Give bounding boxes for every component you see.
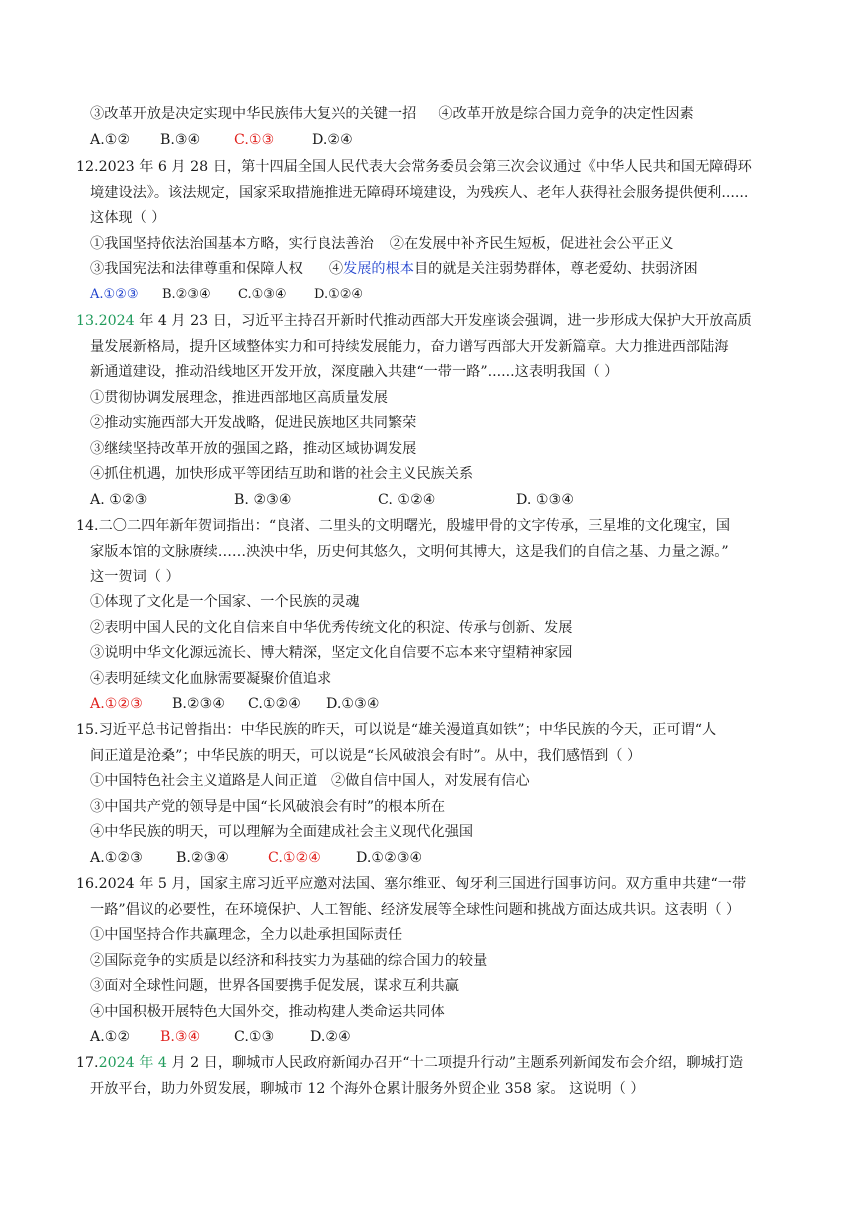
q13-stem-line-2: 量发展新格局，提升区域整体实力和可持续发展能力，奋力谱写西部大开发新篇章。大力推进西部陆海 [90,339,729,355]
q17-stem-line-2: 开放平台，助力外贸发展，聊城市 12 个海外仓累计服务外贸企业 358 家。 这说明（ ） [90,1081,645,1097]
q11-statement-4: ④改革开放是综合国力竞争的决定性因素 [438,106,694,122]
q14-statement-2: ②表明中国人民的文化自信来自中华优秀传统文化的积淀、传承与创新、发展 [90,620,573,636]
q15-option-b: B.②③④ [176,850,230,866]
q12-stem-line-3: 这体现（ ） [90,210,166,226]
q12-option-c: C.①③④ [238,287,287,302]
q15-options [90,848,422,868]
q13-option-a: A. ①②③ [90,492,148,508]
q12-number: 12. [76,159,99,175]
q16-option-c: C.①③ [234,1029,275,1045]
q15-stem-line-2: 间正道是沧桑”；中华民族的明天，可以说是“长风破浪会有时”。从中，我们感悟到（ ） [90,748,642,764]
q14-options [90,694,380,714]
q17-number: 17. [76,1055,99,1071]
q12-statement-1: ①我国坚持依法治国基本方略，实行良法善治 [90,236,374,252]
q11-options [90,130,353,150]
q15-statement-3: ③中国共产党的领导是中国“长风破浪会有时”的根本所在 [90,799,446,815]
q16-statement-1: ①中国坚持合作共赢理念，全力以赴承担国际责任 [90,927,403,943]
q12-option-b: B.②③④ [162,287,211,302]
q13-statement-3: ③继续坚持改革开放的强国之路，推动区域协调发展 [90,441,417,457]
q12-statement-4: ④发展的根本目的就是关注弱势群体，尊老爱幼、扶弱济困 [328,261,698,277]
q16-stem-line-2: 一路”倡议的必要性，在环境保护、人工智能、经济发展等全球性问题和挑战方面达成共识。这表明（ ） [90,902,741,918]
q12-stem-line-2: 境建设法》。该法规定，国家采取措施推进无障碍环境建设，为残疾人、老年人获得社会服务提供便利...... [90,185,749,201]
q15-number: 15. [76,722,99,738]
q13-stem-line-3: 新通道建设，推动沿线地区开发开放，深度融入共建“一带一路”......这表明我国（ ） [90,364,619,380]
q12-option-a: A.①②③ [90,287,139,302]
q12-options [90,285,363,305]
q16-options [90,1027,351,1047]
q14-option-a: A.①②③ [90,696,143,712]
q16-number: 16. [76,876,99,892]
q11-option-a: A.①② [90,132,131,148]
q17-stem-line-1: 17.2024 年 4 月 2 日，聊城市人民政府新闻办召开“十二项提升行动”主题系列新闻发布会介绍，聊城打造 [76,1055,744,1071]
q11-option-b: B.③④ [160,132,201,148]
q16-statement-2: ②国际竞争的实质是以经济和科技实力为基础的综合国力的较量 [90,953,488,969]
q13-year: 2024 [98,313,135,329]
q14-stem-line-1: 14.二〇二四年新年贺词指出：“良渚、二里头的文明曙光，殷墟甲骨的文字传承，三星堆的文化瑰宝，国 [76,518,731,534]
q12-statements-3-4 [90,259,698,279]
q14-option-c: C.①②④ [248,696,302,712]
q17-month: 4 [157,1055,167,1071]
q16-option-d: D.②④ [310,1029,351,1045]
q13-option-c: C. ①②④ [378,492,436,508]
q13-option-b: B. ②③④ [234,492,292,508]
q15-stem-line-1: 15.习近平总书记曾指出：中华民族的昨天，可以说是“雄关漫道真如铁”；中华民族的今天，正可谓“人 [76,722,717,738]
q13-statement-2: ②推动实施西部大开发战略，促进民族地区共同繁荣 [90,415,417,431]
q12-highlight-blue: 发展的根本 [343,261,414,277]
q12-statement-3: ③我国宪法和法律尊重和保障人权 [90,261,303,277]
q13-option-d: D. ①③④ [516,492,575,508]
q14-statement-3: ③说明中华文化源远流长、博大精深，坚定文化自信要不忘本来守望精神家园 [90,645,573,661]
q15-option-c: C.①②④ [268,850,322,866]
q13-stem-line-1: 13.2024 年 4 月 23 日，习近平主持召开新时代推动西部大开发座谈会强调，进一步形成大保护大开放高质 [76,313,752,329]
q15-statement-1: ①中国特色社会主义道路是人间正道 [90,773,318,789]
q13-statement-4: ④抓住机遇，加快形成平等团结互助和谐的社会主义民族关系 [90,466,474,482]
q14-number: 14. [76,518,99,534]
q14-stem-line-3: 这一贺词（ ） [90,569,180,585]
q11-statement-3: ③改革开放是决定实现中华民族伟大复兴的关键一招 [90,106,417,122]
q15-statements-1-2 [90,771,530,791]
q16-statement-3: ③面对全球性问题，世界各国要携手促发展，谋求互利共赢 [90,978,459,994]
q14-option-d: D.①③④ [326,696,380,712]
q15-option-a: A.①②③ [90,850,143,866]
q14-statement-1: ①体现了文化是一个国家、一个民族的灵魂 [90,594,360,610]
q15-statement-2: ②做自信中国人，对发展有信心 [331,773,530,789]
q14-statement-4: ④表明延续文化血脉需要凝聚价值追求 [90,671,332,687]
q12-statement-2: ②在发展中补齐民生短板，促进社会公平正义 [389,236,674,252]
q16-option-b: B.③④ [160,1029,201,1045]
q16-option-a: A.①② [90,1029,131,1045]
q14-option-b: B.②③④ [172,696,226,712]
q11-statements-3-4 [90,104,694,124]
q15-statement-4: ④中华民族的明天，可以理解为全面建成社会主义现代化强国 [90,824,474,840]
q12-statements-1-2 [90,234,674,254]
q12-option-d: D.①②④ [314,287,364,302]
q11-option-c: C.①③ [234,132,275,148]
q12-stem-line-1: 12.2023 年 6 月 28 日，第十四届全国人民代表大会常务委员会第三次会议通过《中华人民共和国无障碍环 [76,159,752,175]
q14-stem-line-2: 家版本馆的文脉赓续……泱泱中华，历史何其悠久，文明何其博大，这是我们的自信之基、力量之源。” [90,544,729,560]
q13-number: 13. [76,313,99,329]
q13-statement-1: ①贯彻协调发展理念，推进西部地区高质量发展 [90,390,388,406]
q16-stem-line-1: 16.2024 年 5 月，国家主席习近平应邀对法国、塞尔维亚、匈牙利三国进行国事访问。双方重申共建“一带 [76,876,747,892]
q15-option-d: D.①②③④ [356,850,423,866]
q17-year: 2024 [98,1055,135,1071]
q13-options [90,490,574,510]
q16-statement-4: ④中国积极开展特色大国外交，推动构建人类命运共同体 [90,1004,445,1020]
q11-option-d: D.②④ [312,132,353,148]
